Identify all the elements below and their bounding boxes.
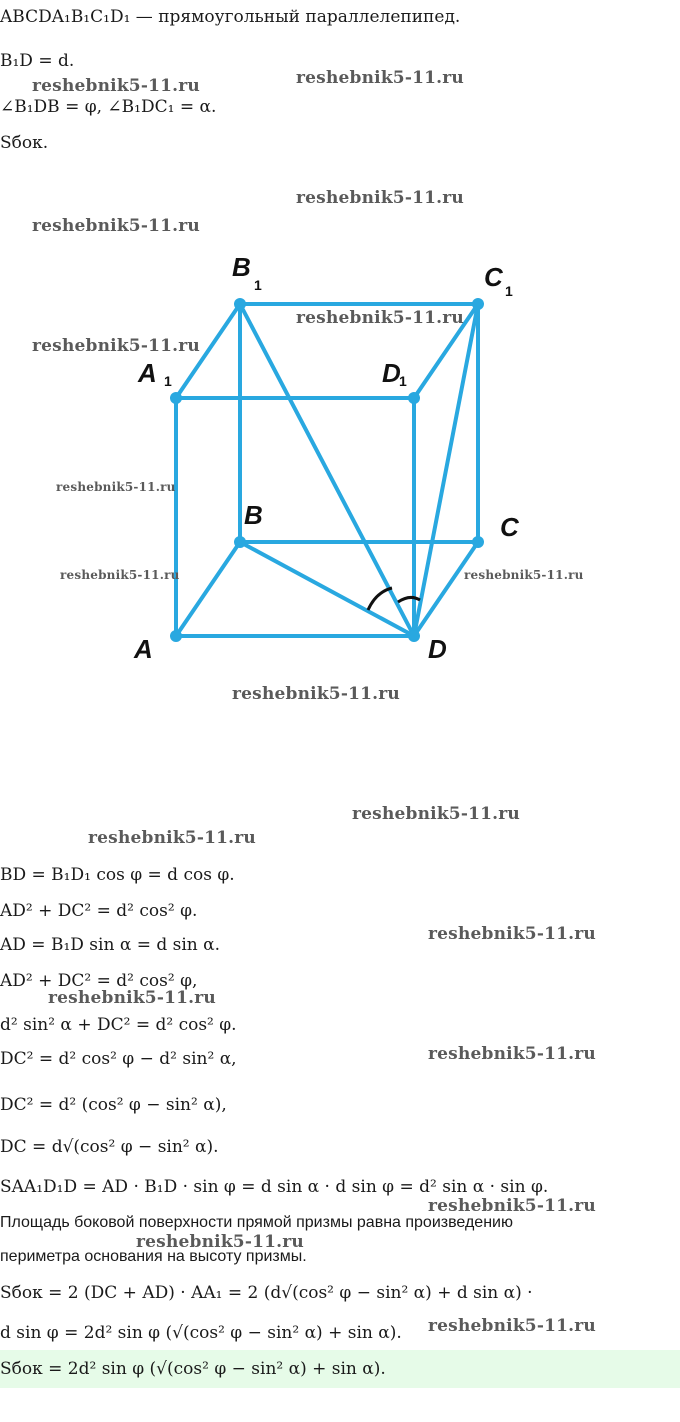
watermark: reshebnik5-11.ru [32,336,200,356]
solution-line-9: SAA₁D₁D = AD · B₁D · sin φ = d sin α · d sin φ = d² sin α · sin φ. [0,1177,549,1197]
given-line-3: ∠B₁DB = φ, ∠B₁DC₁ = α. [0,97,217,117]
watermark: reshebnik5-11.ru [232,684,400,704]
watermark: reshebnik5-11.ru [56,480,176,494]
label-c1-sub: 1 [505,283,513,299]
solution-line-2: AD² + DC² = d² cos² φ. [0,901,198,921]
solution-line-6: DC² = d² cos² φ − d² sin² α, [0,1049,237,1069]
parallelepiped-figure [0,240,680,680]
point-d1 [408,392,420,404]
label-c1: C [484,262,503,292]
solution-line-7: DC² = d² (cos² φ − sin² α), [0,1095,227,1115]
point-b1 [234,298,246,310]
point-a1 [170,392,182,404]
label-a: A [134,634,153,664]
label-b1-sub: 1 [254,277,262,293]
point-b [234,536,246,548]
label-a1-sub: 1 [164,373,172,389]
label-b: B [244,500,263,530]
solution-line-5: d² sin² α + DC² = d² cos² φ. [0,1015,237,1035]
watermark: reshebnik5-11.ru [296,68,464,88]
watermark: reshebnik5-11.ru [464,568,584,582]
solution-line-10: Sбок = 2 (DC + AD) · AA₁ = 2 (d√(cos² φ − sin² α) + d sin α) · [0,1283,533,1303]
label-d1: D [382,358,401,388]
solution-line-3: AD = B₁D sin α = d sin α. [0,935,221,955]
label-a1: A [138,358,157,388]
answer-line: Sбок = 2d² sin φ (√(cos² φ − sin² α) + sin α). [0,1359,386,1379]
watermark: reshebnik5-11.ru [296,188,464,208]
solution-text-1: Площадь боковой поверхности прямой призмы равна произведению [0,1214,513,1231]
watermark: reshebnik5-11.ru [428,1044,596,1064]
watermark: reshebnik5-11.ru [428,1316,596,1336]
given-line-4: Sбок. [0,133,49,153]
point-a [170,630,182,642]
watermark: reshebnik5-11.ru [48,988,216,1008]
point-d [408,630,420,642]
label-c: C [500,512,519,542]
watermark: reshebnik5-11.ru [352,804,520,824]
watermark: reshebnik5-11.ru [32,216,200,236]
watermark: reshebnik5-11.ru [136,1232,304,1252]
label-d1-sub: 1 [399,373,407,389]
solution-line-1: BD = B₁D₁ cos φ = d cos φ. [0,865,235,885]
diagonal-b1-d [240,304,414,636]
solution-line-11: d sin φ = 2d² sin φ (√(cos² φ − sin² α) + sin α). [0,1323,402,1343]
given-line-2: B₁D = d. [0,51,75,71]
solution-line-4: AD² + DC² = d² cos² φ, [0,971,198,991]
watermark: reshebnik5-11.ru [428,1196,596,1216]
edge-a-b [176,542,240,636]
watermark: reshebnik5-11.ru [428,924,596,944]
watermark: reshebnik5-11.ru [32,76,200,96]
label-b1: B [232,252,251,282]
label-d: D [428,634,447,664]
given-line-1: ABCDA₁B₁C₁D₁ — прямоугольный параллелепипед. [0,7,461,27]
solution-line-8: DC = d√(cos² φ − sin² α). [0,1137,219,1157]
solution-text-2: периметра основания на высоту призмы. [0,1248,307,1265]
watermark: reshebnik5-11.ru [60,568,180,582]
point-c [472,536,484,548]
point-c1 [472,298,484,310]
watermark: reshebnik5-11.ru [296,308,464,328]
angle-alpha-arc [398,597,420,602]
watermark: reshebnik5-11.ru [88,828,256,848]
